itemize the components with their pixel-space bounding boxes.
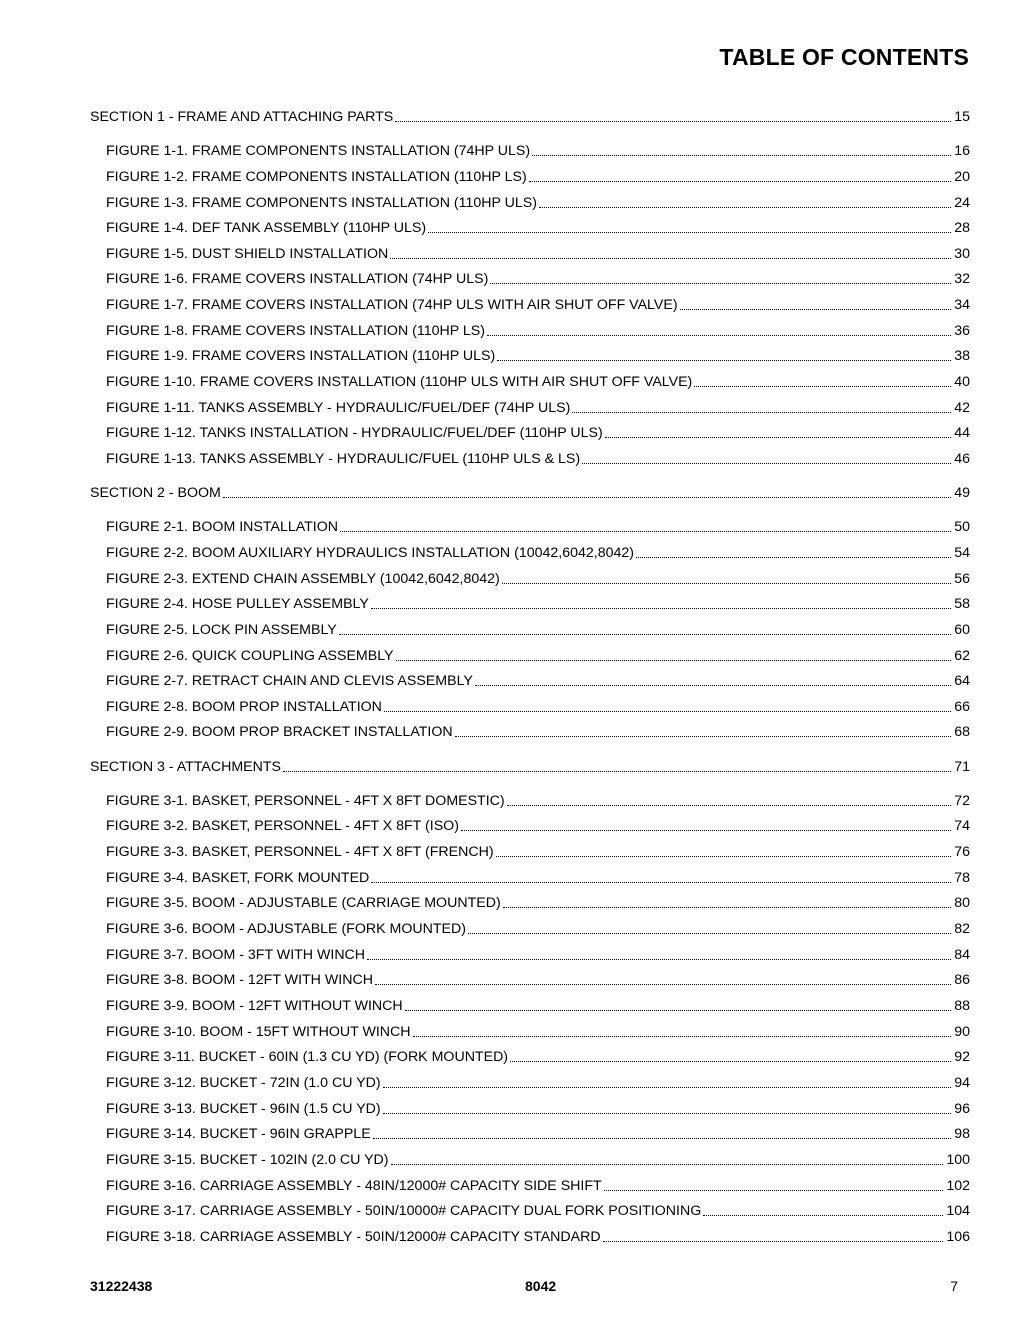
dot-leader <box>680 309 952 310</box>
toc-entry-page: 90 <box>954 1023 970 1040</box>
toc-figure-entry[interactable] <box>106 647 970 665</box>
dot-leader <box>497 360 951 361</box>
toc-entry-page: 80 <box>954 895 970 912</box>
dot-leader <box>539 207 951 208</box>
toc-figure-entry[interactable] <box>106 219 970 237</box>
toc-entry-page: 71 <box>954 758 970 775</box>
dot-leader <box>383 1087 952 1088</box>
dot-leader <box>375 984 951 985</box>
toc-entry-label: FIGURE 3-9. BOOM - 12FT WITHOUT WINCH <box>106 997 403 1014</box>
toc-entry-page: 74 <box>954 818 970 835</box>
toc-entry-label: FIGURE 3-3. BASKET, PERSONNEL - 4FT X 8FT (FRENCH) <box>106 844 494 860</box>
toc-entry-label: FIGURE 1-12. TANKS INSTALLATION - HYDRAULIC/FUEL/DEF (110HP ULS) <box>106 425 603 442</box>
toc-entry-label: FIGURE 2-3. EXTEND CHAIN ASSEMBLY (10042,6042,8042) <box>106 570 500 587</box>
toc-entry-page: 68 <box>954 724 970 741</box>
dot-leader <box>413 1036 952 1037</box>
toc-entry-label: FIGURE 1-11. TANKS ASSEMBLY - HYDRAULIC/FUEL/DEF (74HP ULS) <box>106 399 571 416</box>
toc-entry-page: 36 <box>954 322 970 339</box>
toc-entry-page: 34 <box>954 297 970 314</box>
toc-figure-entry[interactable] <box>106 920 970 938</box>
toc-figure-entry[interactable] <box>106 296 970 314</box>
toc-entry-label: FIGURE 2-6. QUICK COUPLING ASSEMBLY <box>106 647 394 664</box>
toc-entry-label: SECTION 3 - ATTACHMENTS <box>90 758 282 775</box>
dot-leader <box>223 497 951 498</box>
toc-entry-label: FIGURE 2-8. BOOM PROP INSTALLATION <box>106 698 382 715</box>
dot-leader <box>603 1241 944 1242</box>
toc-figure-entry[interactable] <box>106 672 970 690</box>
toc-figure-entry[interactable] <box>106 997 970 1015</box>
toc-figure-entry[interactable] <box>106 1100 970 1118</box>
toc-entry-page: 104 <box>946 1203 970 1220</box>
toc-entry-label: FIGURE 3-8. BOOM - 12FT WITH WINCH <box>106 972 373 989</box>
toc-figure-entry[interactable] <box>106 1202 970 1220</box>
dot-leader <box>384 711 951 712</box>
toc-entry-page: 92 <box>954 1049 970 1066</box>
toc-entry-page: 16 <box>954 143 970 160</box>
toc-entry-label: FIGURE 2-2. BOOM AUXILIARY HYDRAULICS INSTALLATION (10042,6042,8042) <box>106 544 635 561</box>
toc-entry-label: FIGURE 3-18. CARRIAGE ASSEMBLY - 50IN/12000# CAPACITY STANDARD <box>106 1228 601 1245</box>
toc-entry-page: 42 <box>954 399 970 416</box>
dot-leader <box>572 412 951 413</box>
toc-entry-label: FIGURE 3-17. CARRIAGE ASSEMBLY - 50IN/10000# CAPACITY DUAL FORK POSITIONING <box>106 1203 702 1220</box>
toc-entry-label: FIGURE 3-2. BASKET, PERSONNEL - 4FT X 8FT (ISO) <box>106 818 459 835</box>
toc-figure-entry[interactable] <box>106 1048 970 1066</box>
toc-figure-entry[interactable] <box>106 347 970 365</box>
toc-entry-page: 20 <box>954 168 970 185</box>
toc-entry-label: FIGURE 2-7. RETRACT CHAIN AND CLEVIS ASSEMBLY <box>106 673 473 690</box>
toc-entry-label: FIGURE 2-5. LOCK PIN ASSEMBLY <box>106 621 337 638</box>
toc-figure-entry[interactable] <box>106 1177 970 1195</box>
dot-leader <box>703 1215 943 1216</box>
dot-leader <box>604 1190 944 1191</box>
toc-entry-label: FIGURE 3-11. BUCKET - 60IN (1.3 CU YD) (FORK MOUNTED) <box>106 1049 509 1066</box>
toc-section-entry[interactable] <box>90 758 970 776</box>
dot-leader <box>605 437 952 438</box>
toc-entry-label: FIGURE 3-1. BASKET, PERSONNEL - 4FT X 8FT DOMESTIC) <box>106 792 505 809</box>
dot-leader <box>502 583 951 584</box>
toc-figure-entry[interactable] <box>106 544 970 562</box>
dot-leader <box>510 1061 951 1062</box>
toc-figure-entry[interactable] <box>106 869 970 887</box>
dot-leader <box>475 685 951 686</box>
toc-figure-entry[interactable] <box>106 971 970 989</box>
toc-figure-entry[interactable] <box>106 698 970 716</box>
toc-entry-label: FIGURE 2-1. BOOM INSTALLATION <box>106 519 339 536</box>
toc-figure-entry[interactable] <box>106 1125 970 1143</box>
toc-figure-entry[interactable] <box>106 322 970 340</box>
dot-leader <box>636 557 951 558</box>
toc-entry-label: FIGURE 3-5. BOOM - ADJUSTABLE (CARRIAGE MOUNTED) <box>106 895 501 912</box>
toc-entry-label: FIGURE 3-12. BUCKET - 72IN (1.0 CU YD) <box>106 1074 381 1091</box>
toc-entry-page: 98 <box>954 1126 970 1143</box>
toc-entry-page: 54 <box>954 544 970 561</box>
dot-leader <box>405 1010 952 1011</box>
toc-figure-entry[interactable] <box>106 270 970 288</box>
dot-leader <box>496 856 952 857</box>
toc-entry-page: 64 <box>954 673 970 690</box>
toc-entry-page: 56 <box>954 570 970 587</box>
toc-entry-label: SECTION 1 - FRAME AND ATTACHING PARTS <box>90 109 394 125</box>
dot-leader <box>468 933 951 934</box>
page-footer <box>0 1278 1024 1298</box>
toc-entry-label: FIGURE 1-5. DUST SHIELD INSTALLATION <box>106 245 389 262</box>
toc-entry-label: FIGURE 3-16. CARRIAGE ASSEMBLY - 48IN/12000# CAPACITY SIDE SHIFT <box>106 1177 602 1194</box>
toc-entry-label: FIGURE 1-3. FRAME COMPONENTS INSTALLATION (110HP ULS) <box>106 194 537 211</box>
toc-figure-entry[interactable] <box>106 424 970 442</box>
dot-leader <box>507 805 952 806</box>
toc-figure-entry[interactable] <box>106 450 970 468</box>
toc-entry-page: 15 <box>954 109 970 125</box>
toc-entry-page: 62 <box>954 647 970 664</box>
toc-entry-page: 60 <box>954 621 970 638</box>
toc-entry-page: 46 <box>954 450 970 467</box>
toc-entry-page: 100 <box>946 1151 970 1168</box>
toc-entry-page: 38 <box>954 348 970 365</box>
toc-figure-entry[interactable] <box>106 399 970 417</box>
toc-entry-label: FIGURE 2-9. BOOM PROP BRACKET INSTALLATION <box>106 724 453 741</box>
toc-figure-entry[interactable] <box>106 1074 970 1092</box>
dot-leader <box>428 232 951 233</box>
toc-entry-page: 58 <box>954 596 970 613</box>
toc-entry-page: 24 <box>954 194 970 211</box>
toc-entry-page: 28 <box>954 220 970 237</box>
toc-entry-page: 84 <box>954 946 970 963</box>
dot-leader <box>383 1113 952 1114</box>
toc-entry-page: 102 <box>946 1177 970 1194</box>
dot-leader <box>371 882 951 883</box>
toc-entry-page: 76 <box>954 844 970 860</box>
toc-entry-label: FIGURE 3-15. BUCKET - 102IN (2.0 CU YD) <box>106 1151 389 1168</box>
toc-entry-label: FIGURE 3-4. BASKET, FORK MOUNTED <box>106 869 370 886</box>
toc-figure-entry[interactable] <box>106 168 970 186</box>
dot-leader <box>390 258 951 259</box>
dot-leader <box>339 634 951 635</box>
page-title: TABLE OF CONTENTS <box>719 44 969 70</box>
document-number: 31222438 <box>90 1278 153 1294</box>
toc-entry-label: FIGURE 1-4. DEF TANK ASSEMBLY (110HP ULS) <box>106 220 427 237</box>
toc-entry-label: FIGURE 1-7. FRAME COVERS INSTALLATION (74HP ULS WITH AIR SHUT OFF VALVE) <box>106 297 678 314</box>
toc-figure-entry[interactable] <box>106 245 970 263</box>
toc-entry-page: 78 <box>954 869 970 886</box>
toc-entry-label: FIGURE 1-10. FRAME COVERS INSTALLATION (110HP ULS WITH AIR SHUT OFF VALVE) <box>106 374 693 390</box>
toc-entry-page: 44 <box>954 425 970 442</box>
toc-entry-label: FIGURE 3-10. BOOM - 15FT WITHOUT WINCH <box>106 1023 411 1040</box>
dot-leader <box>283 771 951 772</box>
dot-leader <box>582 463 951 464</box>
toc-figure-entry[interactable] <box>106 817 970 835</box>
toc-figure-entry[interactable] <box>106 723 970 741</box>
toc-entry-page: 96 <box>954 1100 970 1117</box>
toc-entry-label: FIGURE 3-14. BUCKET - 96IN GRAPPLE <box>106 1126 371 1143</box>
toc-entry-label: FIGURE 2-4. HOSE PULLEY ASSEMBLY <box>106 596 369 613</box>
dot-leader <box>396 660 952 661</box>
dot-leader <box>391 1164 944 1165</box>
toc-figure-entry[interactable] <box>106 1023 970 1041</box>
toc-entry-page: 32 <box>954 271 970 288</box>
toc-entry-page: 72 <box>954 792 970 809</box>
toc-section-entry[interactable] <box>90 108 970 126</box>
toc-figure-entry[interactable] <box>106 373 970 391</box>
toc-entry-label: FIGURE 1-6. FRAME COVERS INSTALLATION (74HP ULS) <box>106 271 489 288</box>
toc-entry-page: 106 <box>946 1228 970 1245</box>
toc-entry-page: 49 <box>954 485 970 502</box>
toc-entry-page: 50 <box>954 519 970 536</box>
dot-leader <box>455 736 952 737</box>
toc-figure-entry[interactable] <box>106 843 970 861</box>
dot-leader <box>461 830 951 831</box>
toc-entry-label: FIGURE 1-9. FRAME COVERS INSTALLATION (110HP ULS) <box>106 348 496 365</box>
toc-entry-label: FIGURE 3-13. BUCKET - 96IN (1.5 CU YD) <box>106 1100 381 1117</box>
toc-entry-page: 94 <box>954 1074 970 1091</box>
toc-entry-label: FIGURE 1-8. FRAME COVERS INSTALLATION (110HP LS) <box>106 322 485 339</box>
toc-entry-label: FIGURE 3-7. BOOM - 3FT WITH WINCH <box>106 946 366 963</box>
dot-leader <box>373 1138 952 1139</box>
toc-entry-label: FIGURE 1-13. TANKS ASSEMBLY - HYDRAULIC/FUEL (110HP ULS & LS) <box>106 450 581 467</box>
dot-leader <box>503 907 952 908</box>
toc-entry-page: 82 <box>954 921 970 937</box>
model-number: 8042 <box>525 1278 557 1294</box>
dot-leader <box>367 959 951 960</box>
toc-figure-entry[interactable] <box>106 1228 970 1246</box>
toc-section-entry[interactable] <box>90 484 970 502</box>
toc-figure-entry[interactable] <box>106 1151 970 1169</box>
toc-figure-entry[interactable] <box>106 142 970 160</box>
toc-figure-entry[interactable] <box>106 595 970 613</box>
toc-figure-entry[interactable] <box>106 946 970 964</box>
dot-leader <box>490 283 951 284</box>
toc-entry-page: 88 <box>954 997 970 1014</box>
dot-leader <box>371 608 951 609</box>
toc-entry-page: 66 <box>954 698 970 715</box>
toc-figure-entry[interactable] <box>106 894 970 912</box>
toc-entry-label: FIGURE 3-6. BOOM - ADJUSTABLE (FORK MOUNTED) <box>106 921 466 937</box>
toc-entry-page: 40 <box>954 374 970 390</box>
dot-leader <box>529 181 952 182</box>
page-number: 7 <box>950 1278 958 1294</box>
toc-figure-entry[interactable] <box>106 518 970 536</box>
toc-figure-entry[interactable] <box>106 194 970 212</box>
toc-entry-page: 86 <box>954 972 970 989</box>
dot-leader <box>395 121 951 122</box>
dot-leader <box>340 531 951 532</box>
toc-figure-entry[interactable] <box>106 792 970 810</box>
toc-entry-label: SECTION 2 - BOOM <box>90 485 221 502</box>
toc-entry-page: 30 <box>954 245 970 262</box>
toc-entry-label: FIGURE 1-2. FRAME COMPONENTS INSTALLATION (110HP LS) <box>106 168 527 185</box>
toc-figure-entry[interactable] <box>106 570 970 588</box>
toc-figure-entry[interactable] <box>106 621 970 639</box>
toc-entry-label: FIGURE 1-1. FRAME COMPONENTS INSTALLATION (74HP ULS) <box>106 143 531 160</box>
dot-leader <box>532 155 951 156</box>
dot-leader <box>487 335 951 336</box>
dot-leader <box>694 386 951 387</box>
